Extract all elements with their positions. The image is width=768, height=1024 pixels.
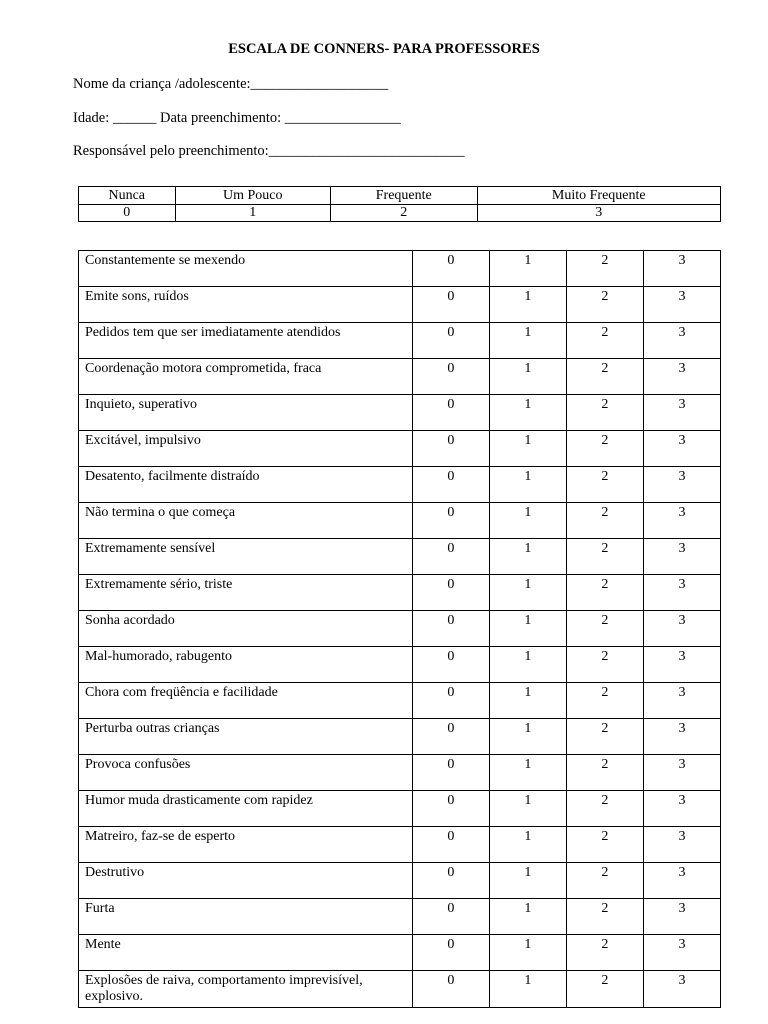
- item-option-0[interactable]: 0: [412, 791, 489, 827]
- table-row: [79, 755, 721, 791]
- item-option-3[interactable]: 3: [643, 647, 720, 683]
- table-row: [79, 971, 721, 1008]
- item-option-3[interactable]: 3: [643, 395, 720, 431]
- table-row: [79, 251, 721, 287]
- item-option-2[interactable]: 2: [566, 683, 643, 719]
- item-option-3[interactable]: 3: [643, 287, 720, 323]
- table-row: [79, 935, 721, 971]
- item-option-2[interactable]: 2: [566, 899, 643, 935]
- item-option-3[interactable]: 3: [643, 791, 720, 827]
- item-description: Coordenação motora comprometida, fraca: [79, 359, 413, 395]
- table-row: [79, 863, 721, 899]
- item-option-3[interactable]: 3: [643, 503, 720, 539]
- item-option-2[interactable]: 2: [566, 719, 643, 755]
- item-option-2[interactable]: 2: [566, 323, 643, 359]
- item-option-0[interactable]: 0: [412, 251, 489, 287]
- scale-value-frequent: 2: [331, 205, 477, 222]
- scale-value-a-little: 1: [175, 205, 331, 222]
- item-option-2[interactable]: 2: [566, 575, 643, 611]
- item-option-2[interactable]: 2: [566, 971, 643, 1008]
- item-description: Chora com freqüência e facilidade: [79, 683, 413, 719]
- item-option-1[interactable]: 1: [489, 899, 566, 935]
- item-option-3[interactable]: 3: [643, 539, 720, 575]
- scale-legend-table: [78, 186, 721, 222]
- item-option-0[interactable]: 0: [412, 971, 489, 1008]
- item-option-0[interactable]: 0: [412, 935, 489, 971]
- item-option-1[interactable]: 1: [489, 791, 566, 827]
- item-option-1[interactable]: 1: [489, 323, 566, 359]
- scale-label-never: Nunca: [79, 187, 176, 205]
- item-option-1[interactable]: 1: [489, 503, 566, 539]
- item-option-2[interactable]: 2: [566, 431, 643, 467]
- item-description: Extremamente sério, triste: [79, 575, 413, 611]
- child-name-field: Nome da criança /adolescente:___________________: [73, 76, 389, 92]
- item-option-3[interactable]: 3: [643, 719, 720, 755]
- item-option-1[interactable]: 1: [489, 935, 566, 971]
- item-option-2[interactable]: 2: [566, 287, 643, 323]
- table-row: [79, 467, 721, 503]
- item-option-1[interactable]: 1: [489, 395, 566, 431]
- item-description: Humor muda drasticamente com rapidez: [79, 791, 413, 827]
- item-option-2[interactable]: 2: [566, 935, 643, 971]
- item-option-0[interactable]: 0: [412, 287, 489, 323]
- item-option-1[interactable]: 1: [489, 467, 566, 503]
- item-option-0[interactable]: 0: [412, 431, 489, 467]
- item-option-0[interactable]: 0: [412, 755, 489, 791]
- item-option-2[interactable]: 2: [566, 539, 643, 575]
- item-description: Furta: [79, 899, 413, 935]
- item-option-3[interactable]: 3: [643, 683, 720, 719]
- scale-label-frequent: Frequente: [331, 187, 477, 205]
- scale-value-very-frequent: 3: [477, 205, 721, 222]
- item-description: Emite sons, ruídos: [79, 287, 413, 323]
- table-row: [79, 287, 721, 323]
- item-option-0[interactable]: 0: [412, 611, 489, 647]
- item-option-0[interactable]: 0: [412, 575, 489, 611]
- item-option-0[interactable]: 0: [412, 719, 489, 755]
- item-description: Matreiro, faz-se de esperto: [79, 827, 413, 863]
- item-option-2[interactable]: 2: [566, 503, 643, 539]
- item-option-0[interactable]: 0: [412, 467, 489, 503]
- item-option-0[interactable]: 0: [412, 647, 489, 683]
- item-option-2[interactable]: 2: [566, 827, 643, 863]
- item-option-1[interactable]: 1: [489, 287, 566, 323]
- item-description: Pedidos tem que ser imediatamente atendidos: [79, 323, 413, 359]
- item-option-3[interactable]: 3: [643, 467, 720, 503]
- item-description: Não termina o que começa: [79, 503, 413, 539]
- item-option-0[interactable]: 0: [412, 683, 489, 719]
- item-option-1[interactable]: 1: [489, 539, 566, 575]
- item-option-2[interactable]: 2: [566, 251, 643, 287]
- item-option-1[interactable]: 1: [489, 359, 566, 395]
- item-description: Mente: [79, 935, 413, 971]
- table-row: [79, 323, 721, 359]
- table-row: [79, 683, 721, 719]
- item-option-0[interactable]: 0: [412, 503, 489, 539]
- item-description: Explosões de raiva, comportamento imprevisível, explosivo.: [79, 971, 413, 1008]
- item-option-1[interactable]: 1: [489, 863, 566, 899]
- item-description: Inquieto, superativo: [79, 395, 413, 431]
- item-option-0[interactable]: 0: [412, 539, 489, 575]
- table-row: [79, 899, 721, 935]
- item-option-3[interactable]: 3: [643, 827, 720, 863]
- table-row: [79, 539, 721, 575]
- item-option-2[interactable]: 2: [566, 611, 643, 647]
- item-option-3[interactable]: 3: [643, 359, 720, 395]
- item-option-3[interactable]: 3: [643, 323, 720, 359]
- item-option-3[interactable]: 3: [643, 863, 720, 899]
- item-option-2[interactable]: 2: [566, 863, 643, 899]
- item-option-1[interactable]: 1: [489, 755, 566, 791]
- table-row: [79, 575, 721, 611]
- item-option-3[interactable]: 3: [643, 611, 720, 647]
- item-option-0[interactable]: 0: [412, 359, 489, 395]
- table-row: [79, 647, 721, 683]
- item-option-1[interactable]: 1: [489, 611, 566, 647]
- item-option-3[interactable]: 3: [643, 431, 720, 467]
- scale-label-very-frequent: Muito Frequente: [477, 187, 721, 205]
- item-description: Constantemente se mexendo: [79, 251, 413, 287]
- item-option-0[interactable]: 0: [412, 863, 489, 899]
- table-row: [79, 827, 721, 863]
- item-description: Provoca confusões: [79, 755, 413, 791]
- table-row: [79, 359, 721, 395]
- table-row: [79, 431, 721, 467]
- item-option-2[interactable]: 2: [566, 359, 643, 395]
- table-row: [79, 503, 721, 539]
- item-option-2[interactable]: 2: [566, 755, 643, 791]
- item-option-1[interactable]: 1: [489, 251, 566, 287]
- item-option-2[interactable]: 2: [566, 647, 643, 683]
- scale-label-a-little: Um Pouco: [175, 187, 331, 205]
- item-option-0[interactable]: 0: [412, 395, 489, 431]
- item-option-1[interactable]: 1: [489, 431, 566, 467]
- table-row: [79, 791, 721, 827]
- age-date-field: Idade: ______ Data preenchimento: ________________: [73, 110, 401, 126]
- item-option-3[interactable]: 3: [643, 935, 720, 971]
- item-option-2[interactable]: 2: [566, 791, 643, 827]
- item-option-3[interactable]: 3: [643, 755, 720, 791]
- table-row: [79, 611, 721, 647]
- item-option-2[interactable]: 2: [566, 467, 643, 503]
- item-option-3[interactable]: 3: [643, 575, 720, 611]
- item-option-0[interactable]: 0: [412, 827, 489, 863]
- item-description: Perturba outras crianças: [79, 719, 413, 755]
- table-row: [79, 395, 721, 431]
- item-option-1[interactable]: 1: [489, 647, 566, 683]
- item-option-0[interactable]: 0: [412, 899, 489, 935]
- item-option-0[interactable]: 0: [412, 323, 489, 359]
- item-description: Excitável, impulsivo: [79, 431, 413, 467]
- item-option-1[interactable]: 1: [489, 719, 566, 755]
- item-description: Mal-humorado, rabugento: [79, 647, 413, 683]
- scale-value-never: 0: [79, 205, 176, 222]
- table-row: [79, 719, 721, 755]
- item-description: Destrutivo: [79, 863, 413, 899]
- item-option-3[interactable]: 3: [643, 251, 720, 287]
- item-option-3[interactable]: 3: [643, 899, 720, 935]
- item-description: Sonha acordado: [79, 611, 413, 647]
- item-option-3[interactable]: 3: [643, 971, 720, 1008]
- item-option-1[interactable]: 1: [489, 827, 566, 863]
- document-title: ESCALA DE CONNERS- PARA PROFESSORES: [228, 41, 540, 57]
- responsible-field: Responsável pelo preenchimento:___________________________: [73, 143, 465, 159]
- item-option-1[interactable]: 1: [489, 683, 566, 719]
- item-option-1[interactable]: 1: [489, 971, 566, 1008]
- item-option-1[interactable]: 1: [489, 575, 566, 611]
- item-description: Desatento, facilmente distraído: [79, 467, 413, 503]
- item-option-2[interactable]: 2: [566, 395, 643, 431]
- item-description: Extremamente sensível: [79, 539, 413, 575]
- items-table: [78, 250, 721, 1008]
